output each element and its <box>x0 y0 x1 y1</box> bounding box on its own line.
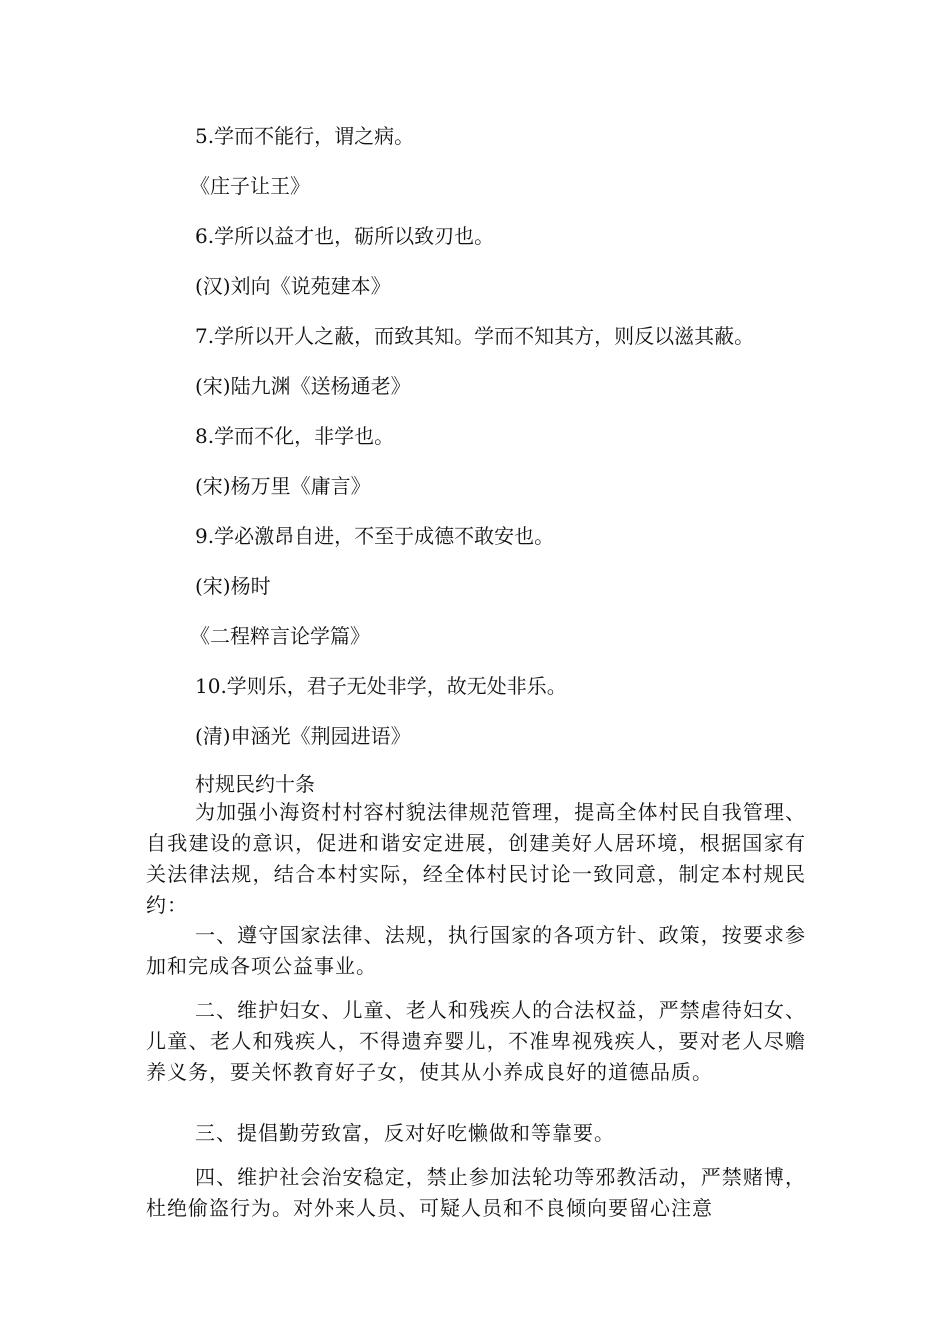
quote-source-8: (宋)杨万里《庸言》 <box>195 474 371 498</box>
rules-intro: 为加强小海资村村容村貌法律规范管理，提高全体村民自我管理、自我建设的意识，促进和谐安定进展，创建美好人居环境，根据国家有关法律法规，结合本村实际，经全体村民讨论一致同意，制定本村规民约： <box>146 800 806 917</box>
quote-source-6: (汉)刘向《说苑建本》 <box>195 274 391 298</box>
rule-4: 四、维护社会治安稳定，禁止参加法轮功等邪教活动，严禁赌博，杜绝偷盗行为。对外来人员、可疑人员和不良倾向要留心注意 <box>146 1165 806 1220</box>
quote-source-9-work: 《二程粹言论学篇》 <box>190 624 370 648</box>
quote-source-10: (清)申涵光《荆园进语》 <box>195 724 411 748</box>
rule-2: 二、维护妇女、儿童、老人和残疾人的合法权益，严禁虐待妇女、儿童、老人和残疾人，不得遗弃婴儿，不准卑视残疾人，要对老人尽赡养义务，要关怀教育好子女，使其从小养成良好的道德品质。 <box>146 998 806 1084</box>
rules-title: 村规民约十条 <box>195 772 315 796</box>
quote-source-5: 《庄子让王》 <box>190 174 310 198</box>
quote-source-7: (宋)陆九渊《送杨通老》 <box>195 374 411 398</box>
quote-line-8: 8.学而不化，非学也。 <box>195 424 395 448</box>
quote-line-10: 10.学则乐，君子无处非学，故无处非乐。 <box>195 674 567 698</box>
quote-line-6: 6.学所以益才也，砺所以致刃也。 <box>195 224 495 248</box>
quote-source-9-author: (宋)杨时 <box>195 574 271 598</box>
quote-line-5: 5.学而不能行，谓之病。 <box>195 124 415 148</box>
rule-3: 三、提倡勤劳致富，反对好吃懒做和等靠要。 <box>195 1121 615 1145</box>
rule-1: 一、遵守国家法律、法规，执行国家的各项方针、政策，按要求参加和完成各项公益事业。 <box>146 923 806 978</box>
quote-line-9: 9.学必激昂自进，不至于成德不敢安也。 <box>195 524 555 548</box>
quote-line-7: 7.学所以开人之蔽，而致其知。学而不知其方，则反以滋其蔽。 <box>195 324 755 348</box>
